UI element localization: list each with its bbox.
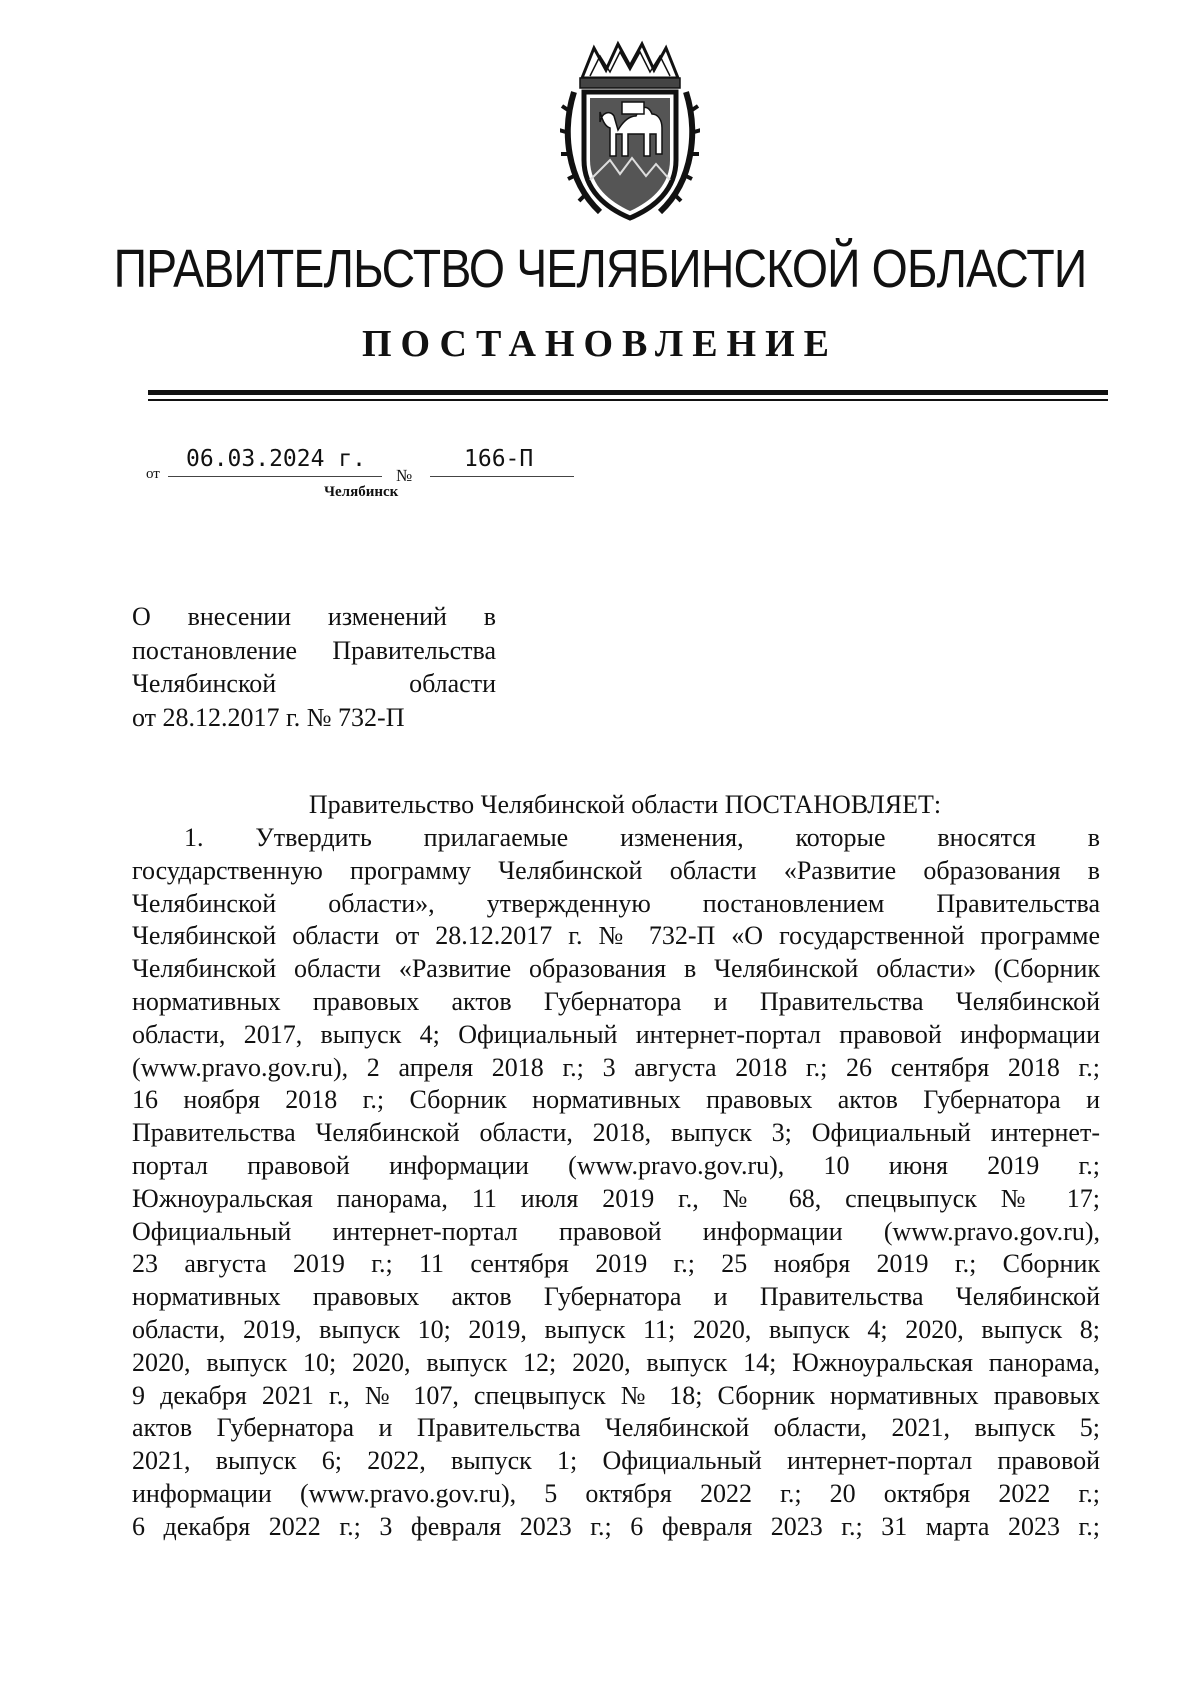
body-line: актов Губернатора и Правительства Челябинской области, 2021, выпуск 5; [132, 1413, 1100, 1443]
body-line: Правительства Челябинской области, 2018, выпуск 3; Официальный интернет- [132, 1118, 1100, 1148]
body-line: 1. Утвердить прилагаемые изменения, которые вносятся в [184, 823, 1100, 852]
body-line: 16 ноября 2018 г.; Сборник нормативных правовых актов Губернатора и [132, 1085, 1100, 1115]
subject-line: О внесении изменений в [132, 602, 496, 631]
document-meta [146, 440, 596, 500]
document-body [132, 822, 1100, 1544]
body-line: Челябинской области от 28.12.2017 г. № 732-П «О государственной программе [132, 921, 1100, 951]
document-number: 166-П [464, 446, 534, 472]
number-underline [430, 476, 574, 477]
body-line: области, 2017, выпуск 4; Официальный интернет-портал правовой информации [132, 1019, 1100, 1049]
subject-line: от 28.12.2017 г. № 732-П [132, 702, 405, 732]
body-line: нормативных правовых актов Губернатора и Правительства Челябинской [132, 1282, 1100, 1312]
header-rule-thin [148, 399, 1108, 401]
body-line: портал правовой информации (www.pravo.gov.ru), 10 июня 2019 г.; [132, 1150, 1100, 1180]
header-rule-thick [148, 390, 1108, 395]
body-line: Челябинской области», утвержденную постановлением Правительства [132, 888, 1100, 918]
body-line: нормативных правовых актов Губернатора и Правительства Челябинской [132, 986, 1100, 1016]
body-line: государственную программу Челябинской области «Развитие образования в [132, 855, 1100, 885]
body-line: области, 2019, выпуск 10; 2019, выпуск 11; 2020, выпуск 4; 2020, выпуск 8; [132, 1314, 1100, 1344]
subject-line: постановление Правительства [132, 635, 496, 665]
government-title: ПРАВИТЕЛЬСТВО ЧЕЛЯБИНСКОЙ ОБЛАСТИ [113, 239, 1087, 299]
body-line: (www.pravo.gov.ru), 2 апреля 2018 г.; 3 августа 2018 г.; 26 сентября 2018 г.; [132, 1052, 1100, 1082]
from-label: от [146, 466, 160, 482]
body-line: 2021, выпуск 6; 2022, выпуск 1; Официальный интернет-портал правовой [132, 1446, 1100, 1476]
body-line: Официальный интернет-портал правовой информации (www.pravo.gov.ru), [132, 1216, 1100, 1246]
coat-of-arms-icon [560, 40, 700, 225]
body-line: информации (www.pravo.gov.ru), 5 октября 2022 г.; 20 октября 2022 г.; [132, 1478, 1100, 1508]
document-date: 06.03.2024 г. [186, 446, 367, 472]
body-line: 2020, выпуск 10; 2020, выпуск 12; 2020, выпуск 14; Южноуральская панорама, [132, 1347, 1100, 1377]
body-line: 6 декабря 2022 г.; 3 февраля 2023 г.; 6 февраля 2023 г.; 31 марта 2023 г.; [132, 1511, 1100, 1541]
body-line: Южноуральская панорама, 11 июля 2019 г., № 68, спецвыпуск № 17; [132, 1183, 1100, 1213]
date-underline [168, 476, 382, 477]
body-line: 23 августа 2019 г.; 11 сентября 2019 г.; 25 ноября 2019 г.; Сборник [132, 1249, 1100, 1279]
number-label: № [396, 466, 413, 485]
subject-line: Челябинской области [132, 669, 496, 698]
city-label: Челябинск [324, 484, 399, 500]
document-type-title: ПОСТАНОВЛЕНИЕ [361, 323, 839, 365]
preamble: Правительство Челябинской области ПОСТАНОВЛЯЕТ: [308, 790, 942, 819]
body-line: 9 декабря 2021 г., № 107, спецвыпуск № 18; Сборник нормативных правовых [132, 1380, 1100, 1410]
body-line: Челябинской области «Развитие образования в Челябинской области» (Сборник [132, 954, 1100, 984]
document-subject [132, 600, 496, 734]
